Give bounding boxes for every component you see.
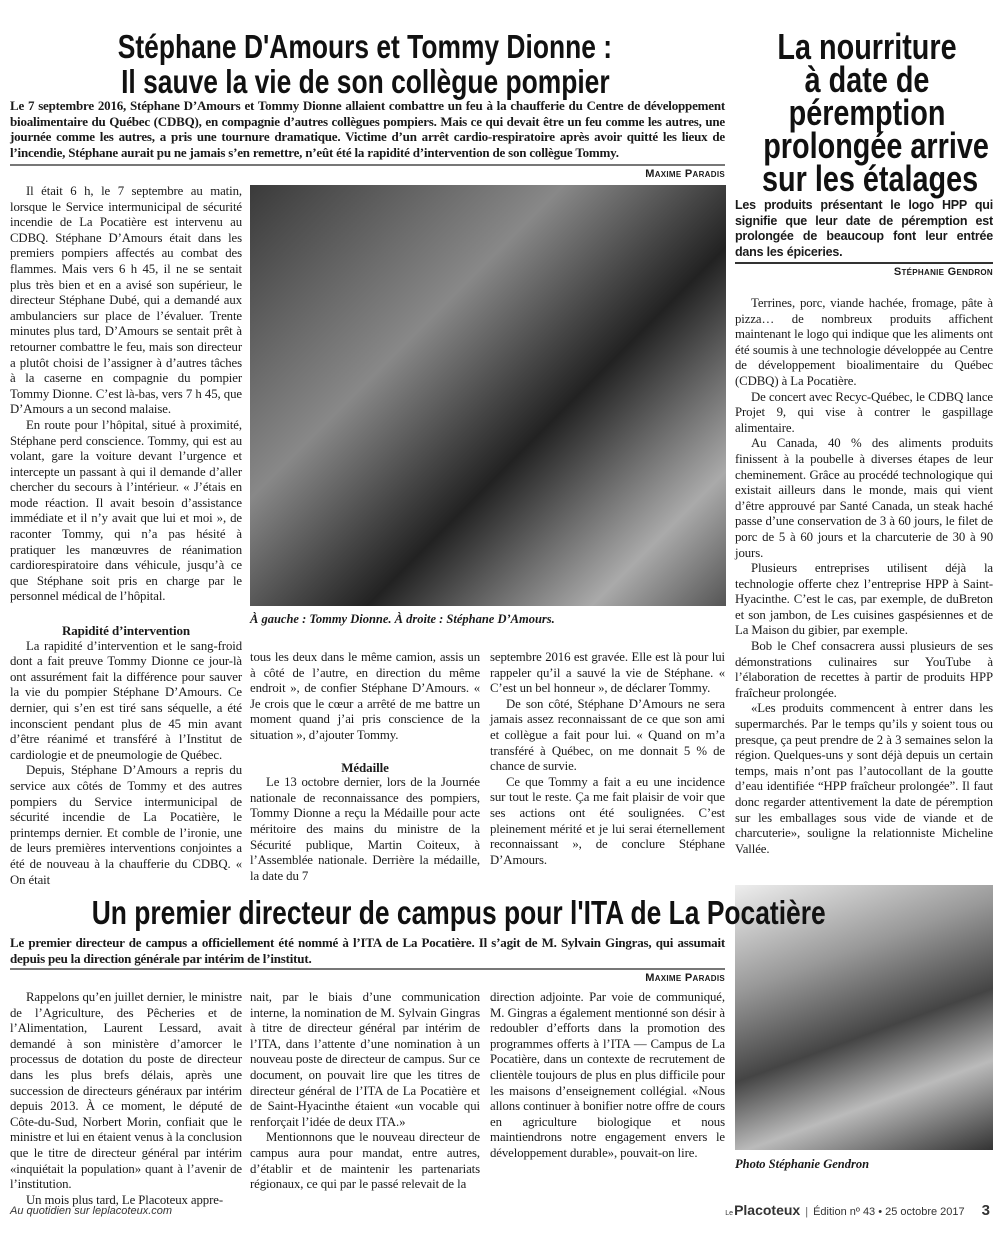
paragraph: Plusieurs entreprises utilisent déjà la technologie offerte chez l’entreprise HPP à Saint-Hyacinthe. C’est le cas, par exemple, de duBreton et son jambon, de Les cuisines gaspésiennes et de La Maison du gibier, par exemple. [735, 561, 993, 638]
article3-lead: Le premier directeur de campus a officiellement été nommé à l’ITA de La Pocatière. Il s’agit de M. Sylvain Gingras, qui assumait depuis peu la direction générale par intérim de l’institut. [10, 935, 725, 966]
article2-headline [735, 26, 1000, 199]
paragraph: Depuis, Stéphane D’Amours a repris du service aux côtés de Tommy et des autres pompiers du Service intermunicipal de sécurité incendie de La Pocatière, le printemps dernier. Et comble de l’ironie, une de leurs premières interventions conjointes a été de nouveau à la chaufferie du CDBQ. « On était [10, 763, 242, 887]
footer-website[interactable]: Au quotidien sur leplacoteux.com [10, 1205, 173, 1217]
paragraph: Au Canada, 40 % des aliments produits finissent à la poubelle à diverses étapes de leur cheminement. Grâce au procédé technologique qui existait ailleurs dans le monde, mais qui vient d’être approuvé par Santé Canada, un steak haché passe d’une conservation de 3 à 60 jours, le filet de porc de 5 à 60 jours et la charcuterie de 30 à 90 jours. [735, 436, 993, 560]
separator: | [805, 1206, 809, 1218]
paragraph: tous les deux dans le même camion, assis un à côté de l’autre, en direction du même endroit », de confier Stéphane D’Amours. « Je crois que le cœur a arrêté de me battre un moment quand j’ai pris conscience de la situation », d’ajouter Tommy. [250, 650, 480, 742]
paragraph: nait, par le biais d’une communication interne, la nomination de M. Sylvain Gingras à titre de directeur général par intérim de l’ITA, dans l’attente d’une nomination à un nouveau poste de directeur de campus. Sur ce document, on pouvait lire que les titres de directeur général de l’ITA de La Pocatière et de Saint-Hyacinthe étaient «un vocable qui renforçait l’idée de deux ITA.» [250, 990, 480, 1129]
paragraph: De son côté, Stéphane D’Amours ne sera jamais assez reconnaissant de ce que son ami et collègue a fait pour lui. « Quand on m’a transféré à Québec, on me donnait 5 % de chance de survie. [490, 696, 725, 774]
paragraph: De concert avec Recyc-Québec, le CDBQ lance Projet 9, qui vise à contrer le gaspillage alimentaire. [735, 389, 993, 435]
article2-photo-caption: Photo Stéphanie Gendron [735, 1157, 870, 1171]
paragraph: Terrines, porc, viande hachée, fromage, pâte à pizza… de nombreux produits affichent maintenant le logo qui indique que les aliments ont été soumis à une technologie développée au Centre de développement bioalimentaire du Québec (CDBQ) à La Pocatière. [735, 296, 993, 388]
page-number: 3 [981, 1202, 990, 1219]
headline-line: Stéphane D'Amours et Tommy Dionne : [117, 28, 613, 65]
headline-line: à date de [805, 59, 930, 100]
paragraph: En route pour l’hôpital, situé à proximité, Stéphane perd conscience. Tommy, qui est au volant, gare la voiture devant l’urgence et intercepte un passant à qui il demande d’aller chercher du secours à l’intérieur. « J’étais en mode réaction. Il avait besoin d’assistance immédiate et il n’y avait que lui et moi », de raconter Tommy, qui n’a pas hésité à pratiquer les manœuvres de réanimation cardiorespiratoire dans véhicule, jusqu’à ce que Stéphane soit pris en charge par le personnel médical de l’hôpital. [10, 417, 242, 604]
article3-col1 [10, 990, 242, 1208]
subheading: Rapidité d’intervention [61, 623, 191, 639]
firefighters-photo [250, 185, 726, 606]
paragraph: La rapidité d’intervention et le sang-froid dont a fait preuve Tommy Dionne ce jour-là ont assurément fait la différence pour sauver la vie du pompier Stéphane D’Amours. Ce dernier, qui s’en est tiré sans séquelle, a été inconscient pendant plus de 45 min avant d’être réanimé et transféré à l’Institut de cardiologie et de pneumologie de Québec. [10, 638, 242, 762]
article2-byline: Stéphanie Gendron [893, 266, 993, 278]
divider [10, 968, 725, 970]
subheading: Médaille [341, 759, 389, 775]
headline-line: Il sauve la vie de son collègue pompier [120, 63, 610, 100]
paragraph: Bob le Chef consacrera aussi plusieurs de ses démonstrations culinaires sur YouTube à l’élaboration de recettes à partir de produits HPP fraîcheur prolongée. [735, 639, 993, 700]
footer-edition-info [725, 1202, 990, 1219]
article1-col2 [250, 650, 480, 884]
article3-headline [0, 894, 826, 931]
edition-date: Édition nº 43 • 25 octobre 2017 [813, 1206, 965, 1218]
paragraph: «Les produits commencent à entrer dans les supermarchés. Par le temps qu’ils y soient tous ou presque, ça peut prendre de 2 à 3 semaines selon la région. Quelques-uns y sont déjà depuis un certain temps, mais n’ont pas l’autocollant de la goutte d’eau identifiée “HPP fraîcheur prolongée”. Il faut donc regarder attentivement la date de péremption sur les emballages sous vide de viande et de charcuterie», souligne la relationniste Micheline Vallée. [735, 701, 993, 856]
paragraph: Il était 6 h, le 7 septembre au matin, lorsque le Service intermunicipal de sécurité incendie de La Pocatière est intervenu au CDBQ. Stéphane D’Amours était dans les premiers pompiers affectés au combat des flammes. Mais vers 6 h 45, il ne se sentait plus très bien et en a avisé son supérieur, le directeur Stéphane Dubé, qui a demandé aux ambulanciers sur place de l’évaluer. Trente minutes plus tard, D’Amours se sentait prêt à retourner combattre le feu, mais son directeur a plutôt choisi de l’assigner à d’autres tâches à la caserne en compagnie du pompier Tommy Dionne. C’est là-bas, vers 7 h 45, que D’Amours a un second malaise. [10, 184, 242, 417]
article2-body [735, 296, 993, 857]
divider [735, 262, 993, 264]
article3-byline: Maxime Paradis [645, 972, 725, 984]
placoteux-logo: Placoteux [734, 1202, 801, 1218]
headline-line: La nourriture [777, 26, 958, 67]
article3-col2 [250, 990, 480, 1193]
logo-prefix: Le [725, 1210, 734, 1217]
paragraph: septembre 2016 est gravée. Elle est là pour lui rappeler qu’il a sauvé la vie de Stéphane. « C’est un bel honneur », de déclarer Tommy. [490, 650, 725, 696]
article3-col3 [490, 990, 725, 1162]
paragraph: Le 13 octobre dernier, lors de la Journée nationale de reconnaissance des pompiers, Tommy Dionne a reçu la Médaille pour acte méritoire des mains du ministre de la Sécurité publique, Martin Coiteux, à l’Assemblée nationale. Derrière la médaille, la date du 7 [250, 775, 480, 883]
article1-headline [0, 30, 730, 98]
headline-line: péremption [789, 92, 946, 133]
paragraph: Un mois plus tard, Le Placoteux appre- [26, 1192, 223, 1207]
headline-line: prolongée arrive [763, 125, 989, 166]
paragraph: direction adjointe. Par voie de communiqué, M. Gingras a également mentionné son désir à redoubler d’efforts dans la promotion des programmes offerts à l’ITA — Campus de La Pocatière, dans un contexte de recrutement de clientèle toujours de plus en plus difficile pour les maisons d’enseignement collégial. «Nous allons continuer à bonifier notre offre de cours en agriculture biologique et nous maintiendrons notre engagement envers le développement durable», pouvait-on lire. [490, 990, 725, 1160]
article1-col3 [490, 650, 725, 868]
article1-byline: Maxime Paradis [645, 168, 725, 180]
headline-line: sur les étalages [762, 158, 979, 199]
article2-lead: Les produits présentant le logo HPP qui signifie que leur date de péremption est prolongée de beaucoup font leur entrée dans les épiceries. [735, 198, 993, 259]
article1-col1 [10, 184, 242, 888]
article1-lead: Le 7 septembre 2016, Stéphane D’Amours et Tommy Dionne allaient combattre un feu à la chaufferie du Centre de développement bioalimentaire du Québec (CDBQ), en compagnie d’autres collègues pompiers. Mais ce qui devait être un feu comme les autres, une journée comme les autres, a pris une tournure dramatique. Victime d’un arrêt cardio-respiratoire après avoir quitté les lieux de l’incendie, Stéphane aurait pu ne jamais s’en remettre, n’eût été la rapidité d’intervention de son collègue Tommy. [10, 98, 725, 160]
paragraph: Ce que Tommy a fait a eu une incidence sur tout le reste. Ça me fait plaisir de voir que ses actions ont été soulignées. C’est pleinement mérité et je lui serai éternellement reconnaissant », de conclure Stéphane D’Amours. [490, 774, 725, 867]
paragraph: Mentionnons que le nouveau directeur de campus aura pour mandat, entre autres, d’établir et de maintenir les partenariats régionaux, ce qui par le passé relevait de la [250, 1130, 480, 1192]
article1-photo-caption: À gauche : Tommy Dionne. À droite : Stéphane D’Amours. [250, 612, 555, 626]
divider [10, 164, 725, 166]
headline-line: Un premier directeur de campus pour l'ITA de La Pocatière [91, 894, 826, 931]
paragraph: Rappelons qu’en juillet dernier, le ministre de l’Agriculture, des Pêcheries et de l’Alimentation, Laurent Lessard, avait demandé à son ministère d’amorcer le processus de dotation du poste de directeur dans les plus brefs délais, après une succession de directeurs généraux par intérim depuis 2013. À ce moment, le député de Côte-du-Sud, Norbert Morin, confiait que le ministre et lui en étaient venus à la conclusion que le titre de directeur général par intérim «inquiétait la population» quant à l’avenir de l’institution. [10, 990, 242, 1192]
